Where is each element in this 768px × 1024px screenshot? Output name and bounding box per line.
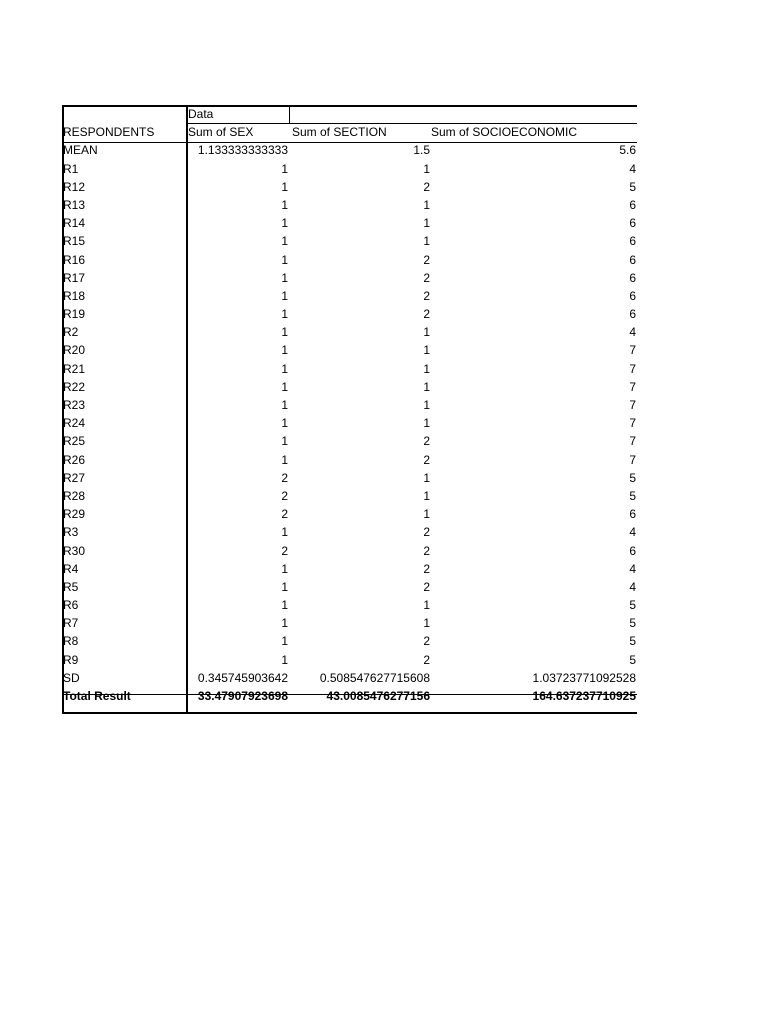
table-bottom-border bbox=[62, 712, 637, 714]
row-section-value[interactable]: 2 bbox=[423, 634, 430, 649]
row-socio-value[interactable]: 7 bbox=[629, 416, 636, 431]
table-row bbox=[62, 651, 637, 669]
table-row bbox=[62, 469, 637, 487]
row-section-value[interactable]: 1 bbox=[423, 488, 430, 503]
row-section-value[interactable]: 1 bbox=[423, 379, 430, 394]
row-section-value[interactable]: 2 bbox=[423, 652, 430, 667]
row-socio-value[interactable]: 5 bbox=[629, 616, 636, 631]
sd-sex-value[interactable]: 0.345745903642 bbox=[197, 670, 288, 685]
row-section-value[interactable]: 2 bbox=[423, 561, 430, 576]
table-row bbox=[62, 523, 637, 541]
table-row bbox=[62, 596, 637, 614]
row-label[interactable]: R18 bbox=[63, 288, 86, 303]
table-row bbox=[62, 560, 637, 578]
row-label[interactable]: R20 bbox=[63, 343, 86, 358]
table-row bbox=[62, 323, 637, 341]
row-sex-value[interactable]: 1 bbox=[281, 270, 288, 285]
row-socio-value[interactable]: 5 bbox=[629, 598, 636, 613]
total-sex-value[interactable]: 33.47907923698 bbox=[197, 689, 288, 703]
total-socio-value[interactable]: 164.637237710925 bbox=[532, 689, 636, 703]
row-sex-value[interactable]: 1 bbox=[281, 234, 288, 249]
table-row bbox=[62, 378, 637, 396]
row-label[interactable]: R13 bbox=[63, 197, 86, 212]
row-label[interactable]: R17 bbox=[63, 270, 86, 285]
row-label[interactable]: R1 bbox=[63, 161, 79, 176]
sd-socio-value[interactable]: 1.03723771092528 bbox=[532, 670, 636, 685]
row-sex-value[interactable]: 1 bbox=[281, 361, 288, 376]
table-row bbox=[62, 632, 637, 650]
row-socio-value[interactable]: 5 bbox=[629, 634, 636, 649]
row-sex-value[interactable]: 1 bbox=[281, 434, 288, 449]
row-socio-value[interactable]: 7 bbox=[629, 452, 636, 467]
row-label[interactable]: R15 bbox=[63, 234, 86, 249]
row-socio-value[interactable]: 7 bbox=[629, 434, 636, 449]
row-section-value[interactable]: 2 bbox=[423, 434, 430, 449]
table-row bbox=[62, 360, 637, 378]
header-sum-of-socioeconomic[interactable]: Sum of SOCIOECONOMIC bbox=[431, 125, 578, 140]
row-label[interactable]: R7 bbox=[63, 616, 79, 631]
row-sex-value[interactable]: 1 bbox=[281, 452, 288, 467]
row-label[interactable]: R30 bbox=[63, 543, 86, 558]
header-sum-of-section[interactable]: Sum of SECTION bbox=[292, 125, 387, 140]
row-section-value[interactable]: 2 bbox=[423, 543, 430, 558]
row-sex-value[interactable]: 2 bbox=[281, 470, 288, 485]
row-sex-value[interactable]: 1 bbox=[281, 561, 288, 576]
table-row bbox=[62, 196, 637, 214]
row-section-value[interactable]: 1 bbox=[423, 361, 430, 376]
row-sex-value[interactable]: 1 bbox=[281, 579, 288, 594]
row-label[interactable]: R8 bbox=[63, 634, 79, 649]
row-sex-value[interactable]: 2 bbox=[281, 488, 288, 503]
table-row bbox=[62, 160, 637, 178]
table-row bbox=[62, 341, 637, 359]
row-section-value[interactable]: 2 bbox=[423, 579, 430, 594]
row-socio-value[interactable]: 7 bbox=[629, 343, 636, 358]
row-socio-value[interactable]: 6 bbox=[629, 270, 636, 285]
table-row bbox=[62, 578, 637, 596]
table-row bbox=[62, 269, 637, 287]
row-section-value[interactable]: 1 bbox=[423, 197, 430, 212]
row-section-value[interactable]: 1 bbox=[423, 161, 430, 176]
row-label[interactable]: R16 bbox=[63, 252, 86, 267]
table-row bbox=[62, 396, 637, 414]
table-row bbox=[62, 542, 637, 560]
row-sex-value[interactable]: 1 bbox=[281, 288, 288, 303]
row-label[interactable]: R27 bbox=[63, 470, 86, 485]
row-label[interactable]: R12 bbox=[63, 179, 86, 194]
header-row bbox=[62, 123, 637, 141]
total-label[interactable]: Total Result bbox=[63, 689, 131, 703]
table-row bbox=[62, 178, 637, 196]
row-socio-value[interactable]: 4 bbox=[629, 325, 636, 340]
row-label[interactable]: R3 bbox=[63, 525, 79, 540]
row-section-value[interactable]: 1 bbox=[423, 470, 430, 485]
row-sex-value[interactable]: 1 bbox=[281, 598, 288, 613]
row-socio-value[interactable]: 5 bbox=[629, 179, 636, 194]
row-section-value[interactable]: 1 bbox=[423, 343, 430, 358]
sd-section-value[interactable]: 0.508547627715608 bbox=[319, 670, 430, 685]
row-sex-value[interactable]: 2 bbox=[281, 507, 288, 522]
header-respondents[interactable]: RESPONDENTS bbox=[63, 125, 155, 140]
row-sex-value[interactable]: 1 bbox=[281, 252, 288, 267]
total-row bbox=[62, 687, 637, 705]
row-sex-value[interactable]: 1 bbox=[281, 216, 288, 231]
sd-row bbox=[62, 669, 637, 687]
row-section-value[interactable]: 1 bbox=[423, 616, 430, 631]
row-socio-value[interactable]: 6 bbox=[629, 507, 636, 522]
mean-sex-value[interactable]: 1.133333333333 bbox=[197, 143, 288, 158]
row-sex-value[interactable]: 1 bbox=[281, 652, 288, 667]
row-label[interactable]: R9 bbox=[63, 652, 79, 667]
mean-section-value[interactable]: 1.5 bbox=[413, 143, 430, 158]
table-row bbox=[62, 251, 637, 269]
row-label[interactable]: R4 bbox=[63, 561, 79, 576]
row-label[interactable]: R19 bbox=[63, 307, 86, 322]
row-sex-value[interactable]: 1 bbox=[281, 416, 288, 431]
row-label[interactable]: R2 bbox=[63, 325, 79, 340]
mean-socio-value[interactable]: 5.6 bbox=[619, 143, 636, 158]
row-label[interactable]: R25 bbox=[63, 434, 86, 449]
row-sex-value[interactable]: 1 bbox=[281, 161, 288, 176]
row-sex-value[interactable]: 1 bbox=[281, 307, 288, 322]
table-row bbox=[62, 487, 637, 505]
row-section-value[interactable]: 2 bbox=[423, 452, 430, 467]
row-sex-value[interactable]: 1 bbox=[281, 398, 288, 412]
row-sex-value[interactable]: 1 bbox=[281, 197, 288, 212]
data-field-row bbox=[62, 105, 637, 123]
row-label[interactable]: R28 bbox=[63, 488, 86, 503]
row-label[interactable]: R5 bbox=[63, 579, 79, 594]
row-label[interactable]: R26 bbox=[63, 452, 86, 467]
data-field-label[interactable]: Data bbox=[188, 107, 214, 121]
row-socio-value[interactable]: 7 bbox=[629, 379, 636, 394]
row-socio-value[interactable]: 7 bbox=[629, 398, 636, 412]
row-label[interactable]: R6 bbox=[63, 598, 79, 613]
table-row bbox=[62, 432, 637, 450]
row-section-value[interactable]: 1 bbox=[423, 216, 430, 231]
row-section-value[interactable]: 2 bbox=[423, 288, 430, 303]
row-sex-value[interactable]: 1 bbox=[281, 616, 288, 631]
table-row bbox=[62, 232, 637, 250]
table-row bbox=[62, 451, 637, 469]
row-label[interactable]: R21 bbox=[63, 361, 86, 376]
row-label[interactable]: R22 bbox=[63, 379, 86, 394]
row-sex-value[interactable]: 1 bbox=[281, 379, 288, 394]
row-socio-value[interactable]: 4 bbox=[629, 525, 636, 540]
row-sex-value[interactable]: 1 bbox=[281, 525, 288, 540]
row-socio-value[interactable]: 5 bbox=[629, 488, 636, 503]
row-socio-value[interactable]: 4 bbox=[629, 161, 636, 176]
row-label[interactable]: R14 bbox=[63, 216, 86, 231]
sd-label[interactable]: SD bbox=[63, 670, 80, 685]
row-sex-value[interactable]: 1 bbox=[281, 179, 288, 194]
row-socio-value[interactable]: 6 bbox=[629, 216, 636, 231]
row-section-value[interactable]: 2 bbox=[423, 525, 430, 540]
row-socio-value[interactable]: 7 bbox=[629, 361, 636, 376]
table-row bbox=[62, 287, 637, 305]
row-socio-value[interactable]: 6 bbox=[629, 252, 636, 267]
row-section-value[interactable]: 2 bbox=[423, 252, 430, 267]
row-section-value[interactable]: 2 bbox=[423, 270, 430, 285]
row-section-value[interactable]: 1 bbox=[423, 416, 430, 431]
row-socio-value[interactable]: 6 bbox=[629, 543, 636, 558]
row-socio-value[interactable]: 6 bbox=[629, 288, 636, 303]
row-section-value[interactable]: 1 bbox=[423, 234, 430, 249]
row-section-value[interactable]: 1 bbox=[423, 507, 430, 522]
row-sex-value[interactable]: 1 bbox=[281, 634, 288, 649]
row-section-value[interactable]: 1 bbox=[423, 398, 430, 412]
table-row bbox=[62, 414, 637, 432]
row-label[interactable]: R23 bbox=[63, 398, 86, 412]
row-sex-value[interactable]: 1 bbox=[281, 325, 288, 340]
total-section-value[interactable]: 43.0085476277156 bbox=[326, 689, 430, 703]
row-socio-value[interactable]: 5 bbox=[629, 652, 636, 667]
row-sex-value[interactable]: 1 bbox=[281, 343, 288, 358]
row-sex-value[interactable]: 2 bbox=[281, 543, 288, 558]
row-socio-value[interactable]: 4 bbox=[629, 579, 636, 594]
mean-row bbox=[62, 141, 637, 159]
mean-label[interactable]: MEAN bbox=[63, 143, 98, 158]
row-socio-value[interactable]: 4 bbox=[629, 561, 636, 576]
row-socio-value[interactable]: 5 bbox=[629, 470, 636, 485]
row-section-value[interactable]: 1 bbox=[423, 325, 430, 340]
row-section-value[interactable]: 1 bbox=[423, 598, 430, 613]
table-row bbox=[62, 305, 637, 323]
row-socio-value[interactable]: 6 bbox=[629, 197, 636, 212]
row-section-value[interactable]: 2 bbox=[423, 179, 430, 194]
table-row bbox=[62, 214, 637, 232]
table-row bbox=[62, 614, 637, 632]
row-label[interactable]: R29 bbox=[63, 507, 86, 522]
header-sum-of-sex[interactable]: Sum of SEX bbox=[188, 125, 254, 140]
table-row bbox=[62, 505, 637, 523]
row-label[interactable]: R24 bbox=[63, 416, 86, 431]
row-socio-value[interactable]: 6 bbox=[629, 234, 636, 249]
row-socio-value[interactable]: 6 bbox=[629, 307, 636, 322]
row-section-value[interactable]: 2 bbox=[423, 307, 430, 322]
